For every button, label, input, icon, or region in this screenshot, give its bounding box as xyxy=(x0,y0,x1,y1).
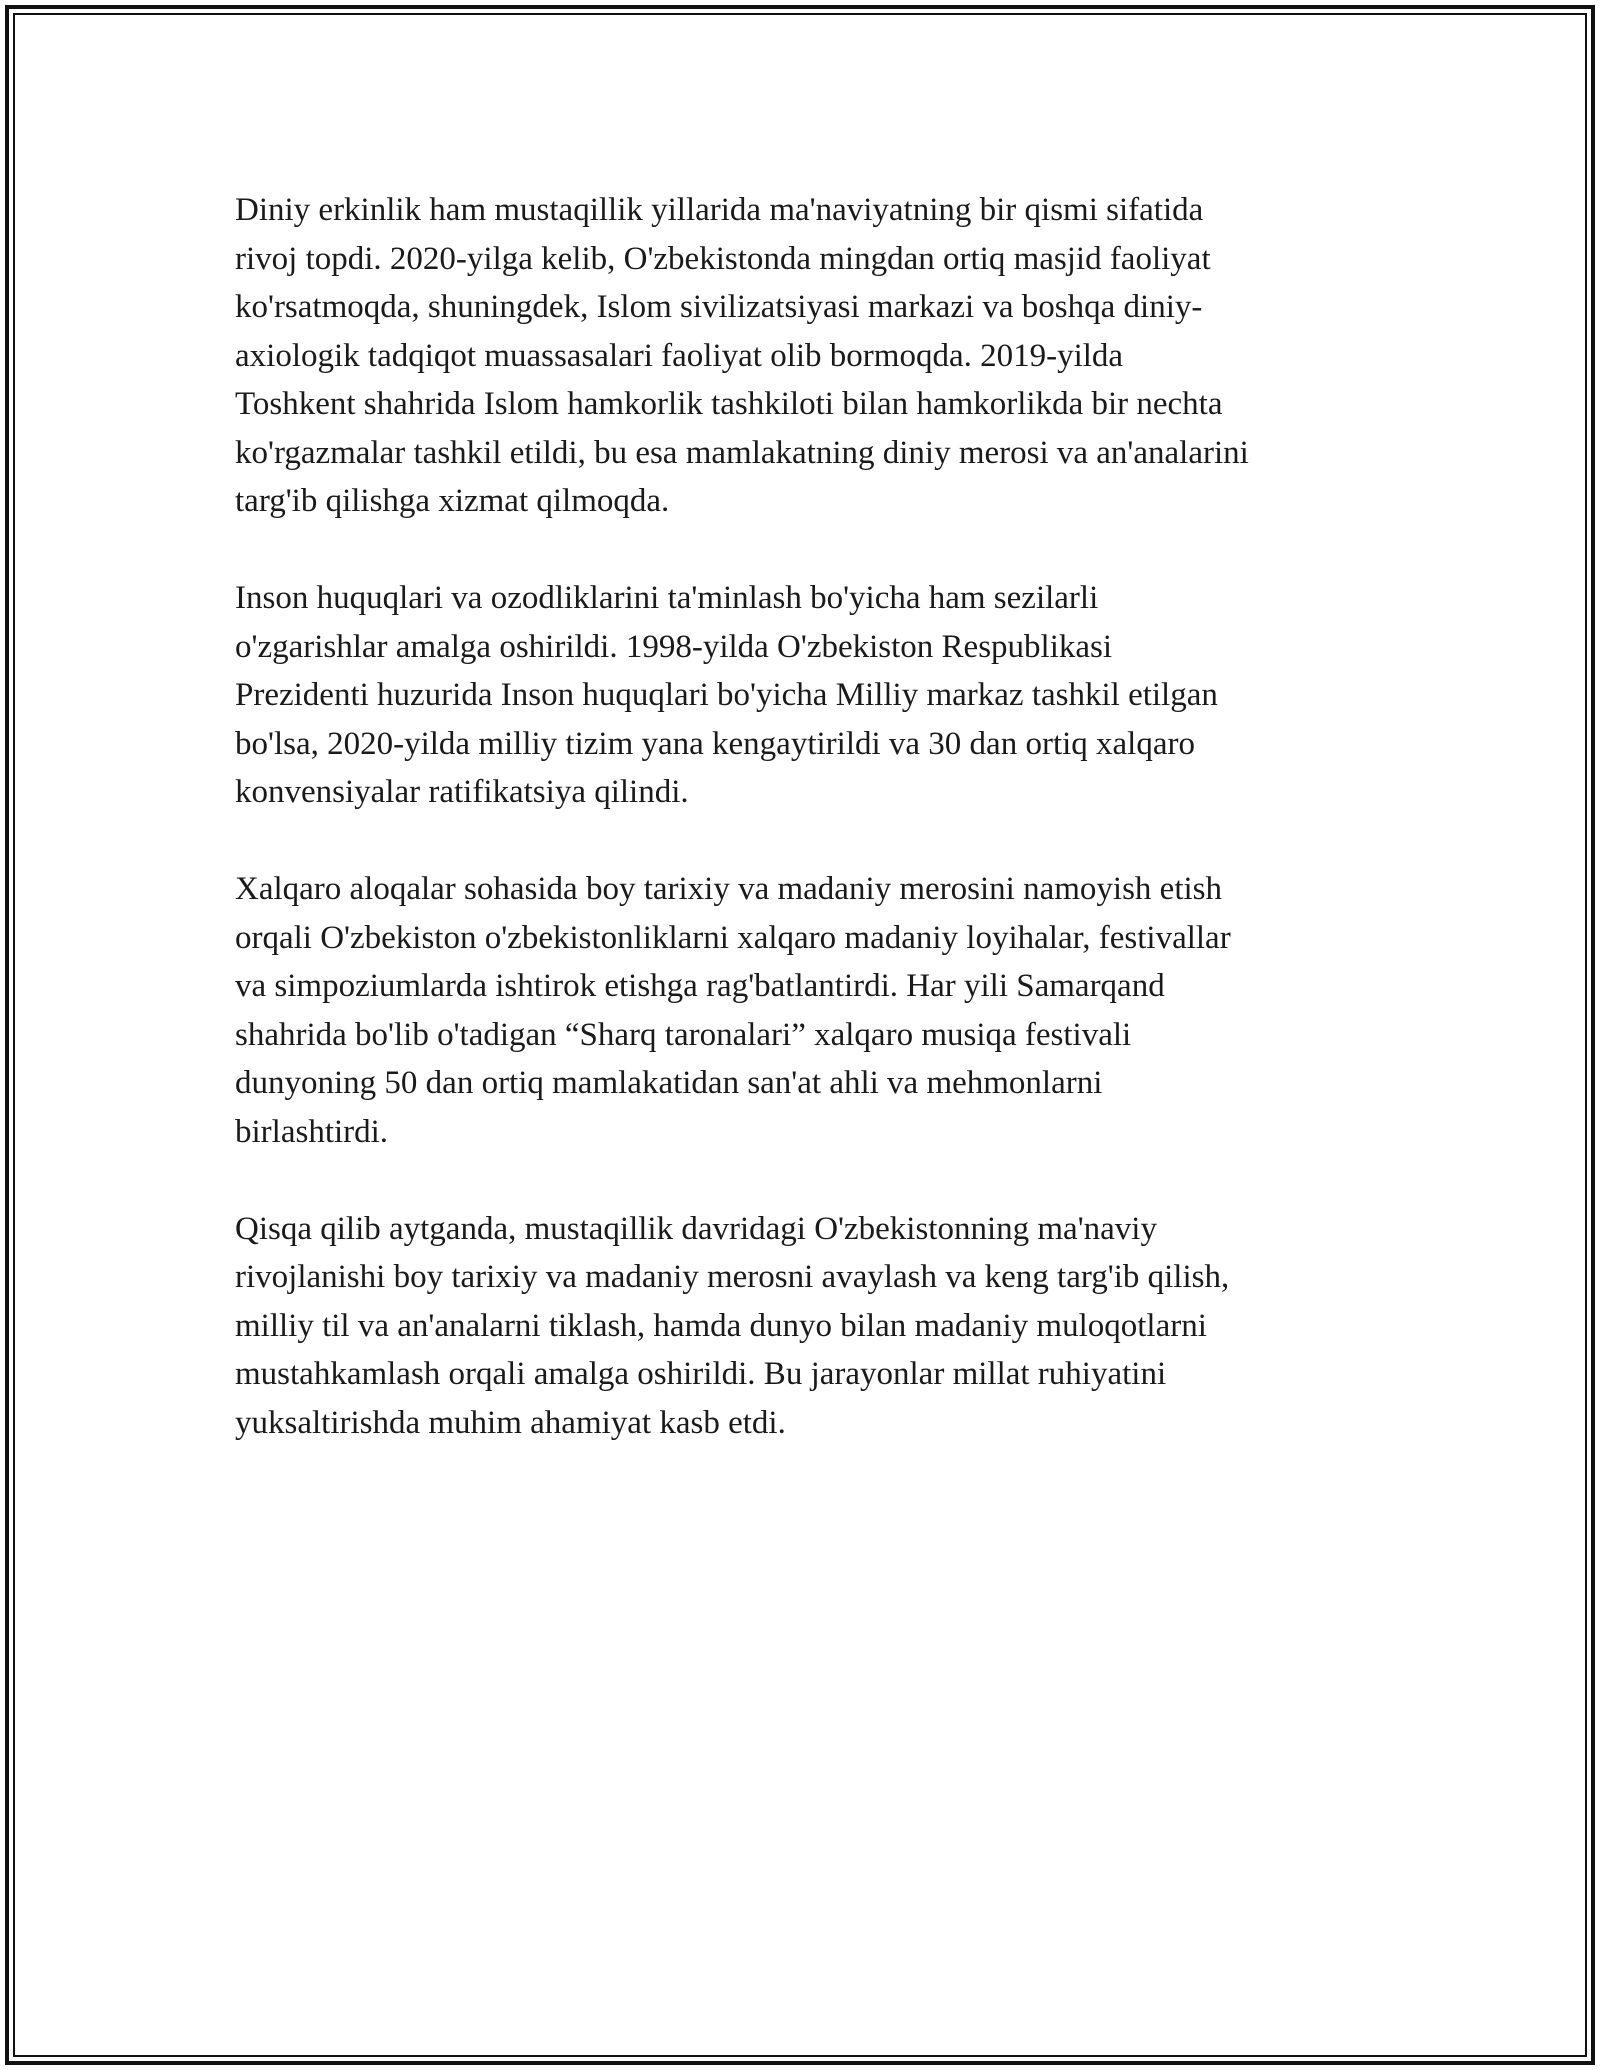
paragraph-human-rights: Inson huquqlari va ozodliklarini ta'minlash bo'yicha ham sezilarli o'zgarishlar amalga oshirildi. 1998-yilda O'zbekiston Respublikasi Prezidenti huzurida Inson huquqlari bo'yicha Milliy markaz tashkil etilgan bo'lsa, 2020-yilda milliy tizim yana kengaytirildi va 30 dan ortiq xalqaro konvensiyalar ratifikatsiya qilindi. xyxy=(235,580,1218,810)
paragraph-religious-freedom: Diniy erkinlik ham mustaqillik yillarida ma'naviyatning bir qismi sifatida rivoj topdi. 2020-yilga kelib, O'zbekistonda mingdan ortiq masjid faoliyat ko'rsatmoqda, shuningdek, Islom sivilizatsiyasi markazi va boshqa diniy- axiologik tadqiqot muassasalari faoliyat olib bormoqda. 2019-yilda Toshkent shahrida Islom hamkorlik tashkiloti bilan hamkorlikda bir nechta ko'rgazmalar tashkil etildi, bu esa mamlakatning diniy merosi va an'analarini targ'ib qilishga xizmat qilmoqda. xyxy=(235,192,1249,519)
paragraph-international-relations: Xalqaro aloqalar sohasida boy tarixiy va madaniy merosini namoyish etish orqali O'zbekiston o'zbekistonliklarni xalqaro madaniy loyihalar, festivallar va simpoziumlarda ishtirok etishga rag'batlantirdi. Har yili Samarqand shahrida bo'lib o'tadigan “Sharq taronalari” xalqaro musiqa festivali dunyoning 50 dan ortiq mamlakatidan san'at ahli va mehmonlarni birlashtirdi. xyxy=(235,871,1231,1150)
paragraph-conclusion: Qisqa qilib aytganda, mustaqillik davridagi O'zbekistonning ma'naviy rivojlanishi boy tarixiy va madaniy merosni avaylash va keng targ'ib qilish, milliy til va an'analarni tiklash, hamda dunyo bilan madaniy muloqotlarni mustahkamlash orqali amalga oshirildi. Bu jarayonlar millat ruhiyatini yuksaltirishda muhim ahamiyat kasb etdi. xyxy=(235,1210,1230,1441)
document-body xyxy=(235,186,1385,1496)
